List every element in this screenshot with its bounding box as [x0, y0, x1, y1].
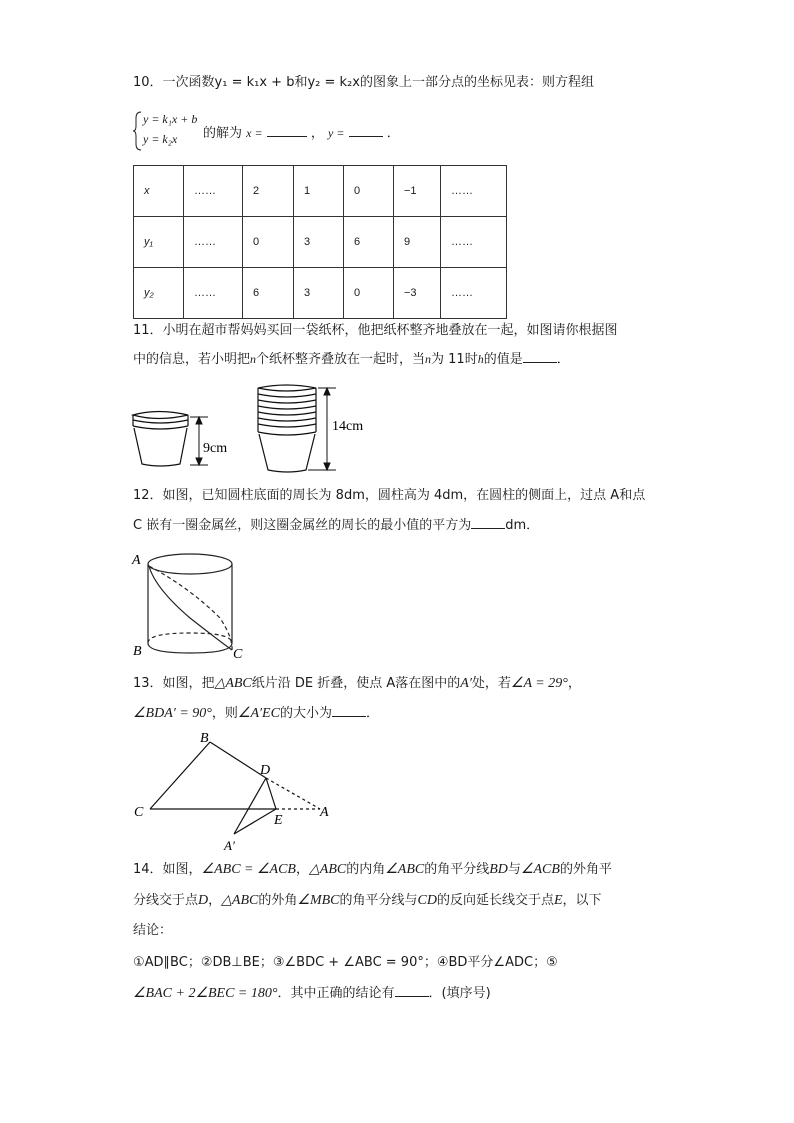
q12-label-a: A: [132, 553, 141, 568]
q14-cd: CD: [417, 893, 437, 908]
triangle-lines: [150, 742, 320, 834]
table-cell: 9: [394, 217, 441, 268]
q13-text-end: ，: [567, 676, 581, 691]
table-row: [134, 217, 507, 268]
wire-path: [149, 566, 232, 650]
q14-ang2: ∠ACB: [520, 862, 560, 877]
q11-stem-line2: [133, 349, 570, 370]
q11-var-h: h: [477, 352, 484, 366]
q14-eq2: ∠BAC + 2∠BEC = 180°: [133, 986, 278, 1001]
q14-text-c2b: ．其中正确的结论有: [277, 986, 395, 1001]
q10-equation-system: [133, 110, 208, 152]
q11-answer-blank[interactable]: [523, 350, 557, 363]
q14-stem-line3: 结论：: [133, 923, 173, 938]
q10-stem-line1: 10．一次函数y₁ = k₁x + b和y₂ = k₂x的图象上一部分点的坐标见表：则方程组: [133, 75, 594, 90]
q12-label-b: B: [133, 644, 142, 659]
q10-comma: ，: [310, 126, 324, 141]
q13-fold-figure: [130, 726, 340, 856]
q14-text-2d: 的角平分线与: [339, 893, 418, 908]
table-cell: y₁: [134, 217, 184, 268]
q12-label-c: C: [233, 647, 243, 662]
q12-text-b: dm．: [505, 518, 540, 533]
table-cell: ……: [184, 217, 243, 268]
q14-text-a: 14．如图，: [133, 862, 202, 877]
table-cell: 3: [294, 268, 344, 319]
table-cell: ……: [441, 217, 507, 268]
q14-ang1: ∠ABC: [385, 862, 425, 877]
table-cell: −1: [394, 166, 441, 217]
q10-y-blank[interactable]: [349, 124, 383, 137]
table-cell: 6: [243, 268, 294, 319]
q13-angle-a: ∠A = 29°: [510, 676, 568, 691]
q14-text-2c: 的外角: [258, 893, 298, 908]
q11-var-n: n: [250, 352, 257, 366]
q14-text-2f: ，以下: [562, 893, 602, 908]
q10-period: ．: [386, 126, 400, 141]
q13-text-b2: ，则: [211, 706, 238, 721]
q14-text-2b: ，: [208, 893, 222, 908]
table-row: [134, 166, 507, 217]
q14-text-f: 的外角平: [559, 862, 612, 877]
cup-stack-large: [258, 385, 316, 472]
q14-e: E: [553, 893, 563, 908]
table-cell: ……: [441, 268, 507, 319]
q14-text-d: 的角平分线: [424, 862, 490, 877]
q13-angle-q: ∠A′EC: [237, 706, 280, 721]
table-cell: x: [134, 166, 184, 217]
q12-answer-blank[interactable]: [471, 516, 505, 529]
q14-stem-line1: [133, 860, 612, 880]
table-cell: ……: [184, 268, 243, 319]
table-cell: ……: [184, 166, 243, 217]
cylinder-shape: [148, 554, 232, 653]
q13-label-e: E: [274, 813, 283, 828]
q14-conclusions-line2: [133, 984, 491, 1004]
q11-cups-figure: [128, 380, 378, 480]
q14-eq: ∠ABC = ∠ACB: [201, 862, 296, 877]
q10-y-label: y =: [328, 126, 345, 140]
q14-d: D: [198, 893, 209, 908]
q11-text-a: 中的信息，若小明把: [133, 352, 251, 367]
q10-answer-line: [203, 122, 400, 141]
q13-label-a: A: [320, 805, 329, 820]
table-cell: 0: [344, 166, 394, 217]
table-cell: −3: [394, 268, 441, 319]
q13-text-a: 13．如图，把: [133, 676, 215, 691]
q12-cylinder-figure: [130, 548, 250, 663]
table-cell: 6: [344, 217, 394, 268]
q13-stem-line1: [133, 674, 581, 694]
table-cell: 0: [243, 217, 294, 268]
q13-label-a-prime: A′: [224, 838, 235, 853]
q11-var-n2: n: [425, 352, 432, 366]
q11-text-b: 个纸杯整齐叠放在一起时，当: [256, 352, 426, 367]
q14-conclusions-line1: ①AD∥BC；②DB⊥BE；③∠BDC + ∠ABC = 90°；④BD平分∠ADC；⑤: [133, 955, 558, 970]
q11-label-9cm: 9cm: [203, 441, 228, 456]
q14-tri2: △ABC: [221, 893, 259, 908]
table-cell: y₂: [134, 268, 184, 319]
q11-text-end: ．: [556, 352, 570, 367]
q13-text-b: 纸片沿 DE 折叠，使点 A落在图中的: [251, 676, 461, 691]
q13-text-c: 处，若: [471, 676, 511, 691]
q14-answer-blank[interactable]: [395, 984, 429, 997]
q14-text-e: 与: [507, 862, 521, 877]
q14-tri: △ABC: [309, 862, 347, 877]
q14-stem-line2: [133, 891, 602, 911]
q13-text-end2: ．: [365, 706, 379, 721]
brace-icon: [133, 110, 143, 152]
q13-label-c: C: [134, 805, 144, 820]
q10-after-system: 的解为: [203, 126, 243, 141]
q11-label-14cm: 14cm: [332, 419, 364, 434]
q12-text-a: C 嵌有一圈金属丝，则这圈金属丝的周长的最小值的平方为: [133, 518, 472, 533]
q14-ang3: ∠MBC: [297, 893, 340, 908]
q11-text-d: 的值是: [483, 352, 523, 367]
q12-stem-line1: 12．如图，已知圆柱底面的周长为 8dm，圆柱高为 4dm，在圆柱的侧面上，过点 A和点: [133, 488, 646, 503]
q13-label-d: D: [260, 763, 271, 778]
q13-stem-line2: [133, 704, 379, 724]
q14-text-2a: 分线交于点: [133, 893, 199, 908]
q14-bd: BD: [489, 862, 508, 877]
cup-stack-small: [133, 412, 188, 467]
q11-text-c: 为 11时: [431, 352, 478, 367]
q13-angle-bda: ∠BDA′ = 90°: [133, 706, 212, 721]
table-row: [134, 268, 507, 319]
q14-text-c: 的内角: [346, 862, 386, 877]
q10-equation-2: y = k₂x: [143, 132, 178, 146]
q14-text-b: ，: [295, 862, 309, 877]
table-cell: 1: [294, 166, 344, 217]
q10-equation-1: y = k₁x + b: [143, 112, 198, 126]
q13-answer-blank[interactable]: [332, 704, 366, 717]
q14-text-2e: 的反向延长线交于点: [436, 893, 554, 908]
q13-a-prime: A′: [460, 676, 472, 691]
table-cell: 0: [344, 268, 394, 319]
q14-text-c2end: ．(填序号): [428, 986, 491, 1001]
q13-triangle: △ABC: [214, 676, 252, 691]
q10-table: [133, 165, 507, 319]
q11-stem-line1: 11．小明在超市帮妈妈买回一袋纸杯，他把纸杯整齐地叠放在一起，如图请你根据图: [133, 323, 618, 338]
q10-x-label: x =: [246, 126, 263, 140]
q12-stem-line2: [133, 516, 539, 536]
table-cell: 2: [243, 166, 294, 217]
table-cell: 3: [294, 217, 344, 268]
q10-x-blank[interactable]: [267, 124, 307, 137]
q13-text-c2: 的大小为: [279, 706, 332, 721]
table-cell: ……: [441, 166, 507, 217]
q13-label-b: B: [200, 731, 209, 746]
